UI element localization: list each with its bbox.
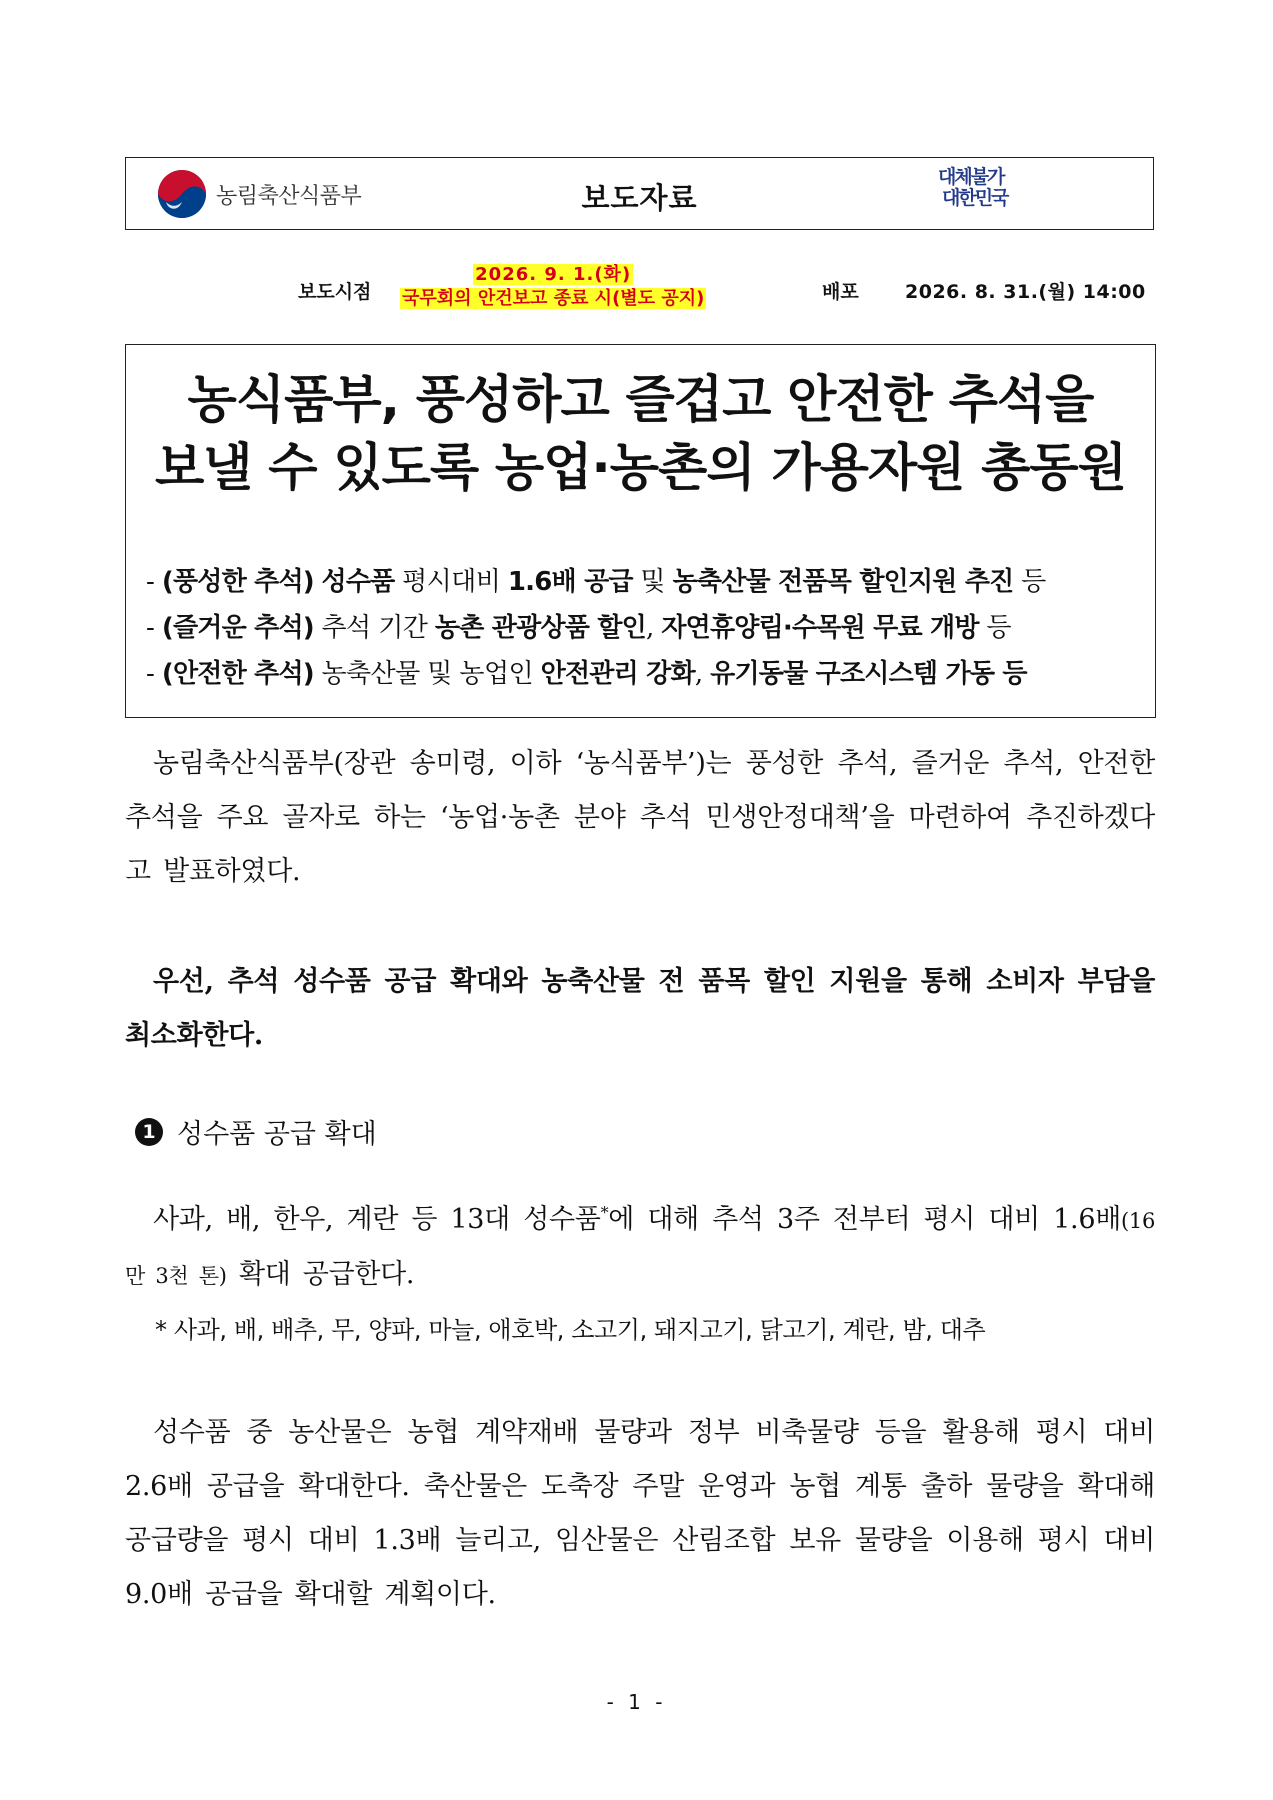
slogan-logo xyxy=(938,167,1053,221)
doc-type-title: 보도자료 xyxy=(581,181,698,215)
release-date: 2026. 9. 1.(화) xyxy=(475,264,632,285)
header-box xyxy=(125,157,1154,230)
details-paragraph: 성수품 중 농산물은 농협 계약재배 물량과 정부 비축물량 등을 활용해 평시 대비 2.6배 공급을 확대한다. 축산물은 도축장 주말 운영과 농협 계통 출하 물량을 확대해 공급량을 평시 대비 1.3배 늘리고, 임산물은 산림조합 보유 물량을 이용해 평시 대비 9.0배 공급을 확대할 계획이다. xyxy=(125,1417,1155,1610)
distribution-date: 2026. 8. 31.(월) 14:00 xyxy=(905,281,1146,303)
section-title: 성수품 공급 확대 xyxy=(177,1119,377,1150)
first-paragraph: 우선, 추석 성수품 공급 확대와 농축산물 전 품목 할인 지원을 통해 소비자 부담을 최소화한다. xyxy=(125,966,1155,1051)
headline-box xyxy=(125,344,1156,718)
footnote-marker: * xyxy=(600,1203,609,1222)
footnote: * 사과, 배, 배추, 무, 양파, 마늘, 애호박, 소고기, 돼지고기, 닭고기, 계란, 밤, 대추 xyxy=(155,1316,986,1344)
supply-amount: (16만 3천 톤) xyxy=(125,1209,1156,1288)
distribution-label: 배포 xyxy=(822,281,859,303)
ministry-name: 농림축산식품부 xyxy=(216,183,362,209)
summary-list xyxy=(146,559,1143,697)
summary-item: - (안전한 추석) 농축산물 및 농업인 안전관리 강화, 유기동물 구조시스템 가동 등 xyxy=(146,659,1027,689)
summary-item: - (풍성한 추석) 성수품 평시대비 1.6배 공급 및 농축산물 전품목 할인지원 추진 등 xyxy=(146,567,1046,597)
section-heading xyxy=(135,1112,377,1151)
page-number: - 1 - xyxy=(606,1690,667,1714)
release-time-values xyxy=(400,263,706,311)
summary-item: - (즐거운 추석) 추석 기간 농촌 관광상품 할인, 자연휴양림·수목원 무료 개방 등 xyxy=(146,613,1011,643)
supply-paragraph: 사과, 배, 한우, 계란 등 13대 성수품*에 대해 추석 3주 전부터 평시 대비 1.6배(16만 3천 톤) 확대 공급한다. xyxy=(125,1203,1156,1290)
release-condition: 국무회의 안건보고 종료 시(별도 공지) xyxy=(402,288,705,309)
section-number-icon: 1 xyxy=(135,1118,163,1146)
release-time-label: 보도시점 xyxy=(298,281,372,303)
slogan-line-2: 대한민국 xyxy=(942,187,1008,209)
headline-line-2: 보낼 수 있도록 농업·농촌의 가용자원 총동원 xyxy=(155,439,1126,498)
headline-line-1: 농식품부, 풍성하고 즐겁고 안전한 추석을 xyxy=(187,371,1094,430)
slogan-line-1: 대체불가 xyxy=(938,166,1004,188)
headline xyxy=(126,367,1155,503)
intro-paragraph: 농림축산식품부(장관 송미령, 이하 ‘농식품부’)는 풍성한 추석, 즐거운 추석, 안전한 추석을 주요 골자로 하는 ‘농업·농촌 분야 추석 민생안정대책’을 마련하여 추진하겠다고 발표하였다. xyxy=(125,748,1155,887)
